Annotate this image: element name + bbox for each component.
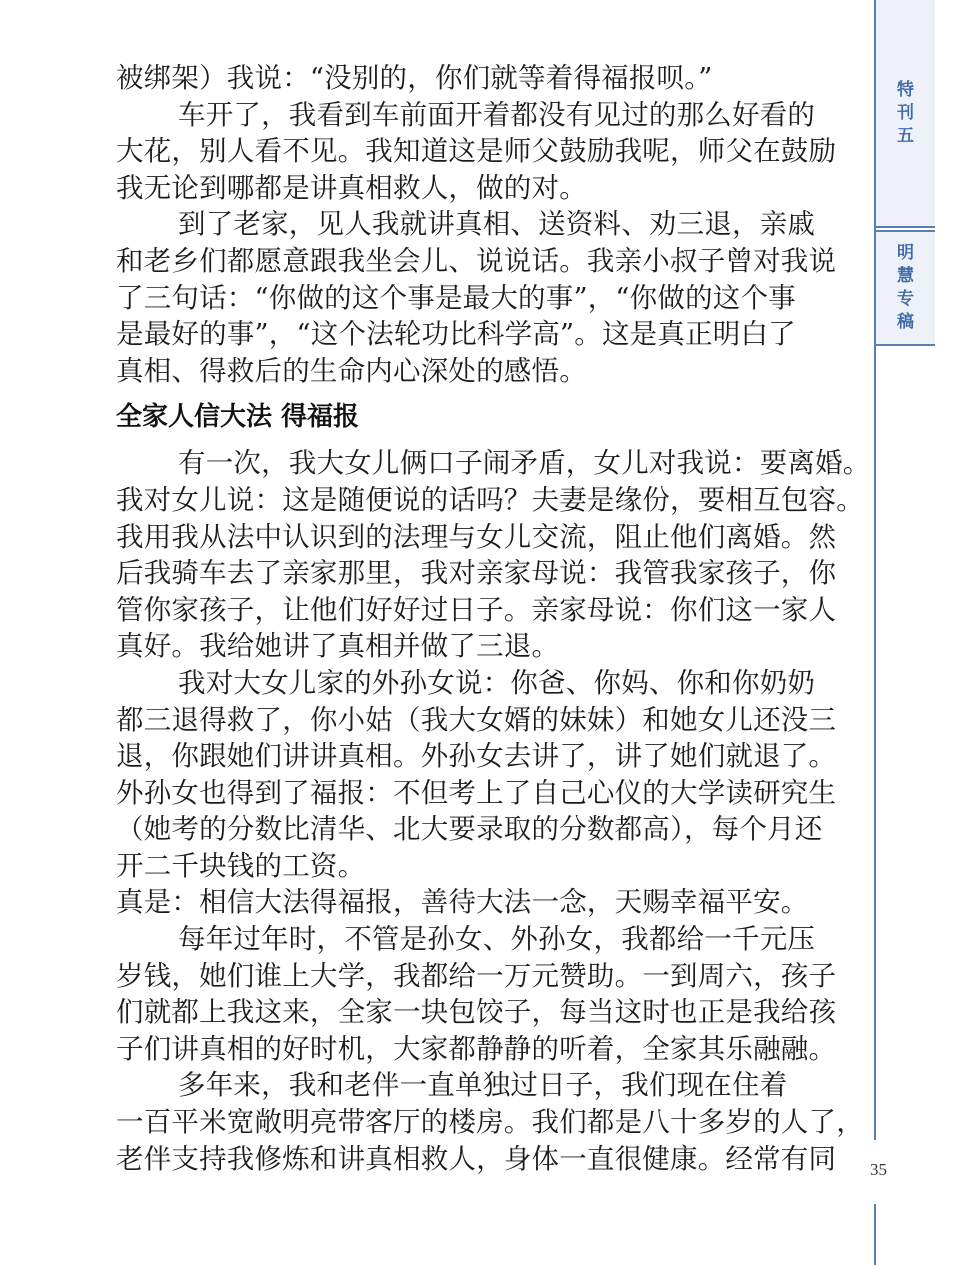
text-line: 一百平米宽敞明亮带客厅的楼房。我们都是八十多岁的人了，	[116, 1106, 864, 1139]
text-line: 我对女儿说：这是随便说的话吗？夫妻是缘份，要相互包容。	[116, 483, 864, 516]
text-line: 我无论到哪都是讲真相救人，做的对。	[116, 171, 587, 204]
text-line: 大花，别人看不见。我知道这是师父鼓励我呢，师父在鼓励	[116, 135, 837, 168]
text-line: 和老乡们都愿意跟我坐会儿、说说话。我亲小叔子曾对我说	[116, 244, 837, 277]
text-line: 我对大女儿家的外孙女说：你爸、你妈、你和你奶奶	[178, 666, 816, 699]
side-tab-char: 刊	[897, 102, 914, 123]
text-line: 多年来，我和老伴一直单独过日子，我们现在住着	[178, 1069, 788, 1102]
section-intro	[116, 60, 864, 389]
text-line: 都三退得救了，你小姑（我大女婿的妹妹）和她女儿还没三	[116, 703, 837, 736]
text-line: 有一次，我大女儿俩口子闹矛盾，女儿对我说：要离婚。	[178, 447, 871, 480]
text-line: 老伴支持我修炼和讲真相救人，身体一直很健康。经常有同	[116, 1142, 837, 1175]
side-tab-char: 五	[897, 125, 914, 146]
side-tab-char: 稿	[897, 312, 914, 332]
text-line: 后我骑车去了亲家那里，我对亲家母说：我管我家孩子，你	[116, 557, 837, 590]
side-tab-char: 专	[897, 289, 914, 309]
side-tab-char: 明	[897, 243, 914, 263]
side-tab-char: 特	[897, 79, 914, 100]
text-line: 我用我从法中认识到的法理与女儿交流，阻止他们离婚。然	[116, 520, 837, 553]
tab-divider	[876, 226, 935, 228]
text-line: 真相、得救后的生命内心深处的感悟。	[116, 354, 587, 387]
text-line: 车开了，我看到车前面开着都没有见过的那么好看的	[178, 98, 816, 131]
side-tab-char: 慧	[897, 266, 914, 286]
article-body	[116, 60, 871, 1177]
text-line: 们就都上我这来，全家一块包饺子，每当这时也正是我给孩	[116, 996, 837, 1029]
page-number: 35	[870, 1160, 887, 1179]
text-line: 被绑架）我说：“没别的，你们就等着得福报呗。”	[116, 62, 713, 94]
side-tab-minghui-column	[876, 232, 935, 344]
section-heading: 全家人信大法 得福报	[116, 402, 360, 433]
side-rule-bottom	[874, 1204, 876, 1265]
text-line: 到了老家，见人我就讲真相、送资料、劝三退，亲戚	[178, 208, 816, 241]
text-line: 是最好的事”，“这个法轮功比科学高”。这是真正明白了	[116, 318, 796, 351]
text-line: 退，你跟她们讲讲真相。外孙女去讲了，讲了她们就退了。	[116, 740, 837, 773]
text-line: 开二千块钱的工资。	[116, 849, 366, 882]
text-line: 了三句话：“你做的这个事是最大的事”，“你做的这个事	[116, 281, 796, 314]
text-line: 真是：相信大法得福报，善待大法一念，天赐幸福平安。	[116, 886, 809, 919]
text-line: 岁钱，她们谁上大学，我都给一万元赞助。一到周六，孩子	[116, 959, 837, 992]
side-tab-special-issue	[876, 0, 935, 226]
text-line: （她考的分数比清华、北大要录取的分数都高），每个月还	[116, 813, 823, 846]
tab-divider	[876, 344, 935, 346]
text-line: 真好。我给她讲了真相并做了三退。	[116, 630, 560, 663]
text-line: 每年过年时，不管是孙女、外孙女，我都给一千元压	[178, 923, 816, 956]
section-family	[116, 445, 871, 1177]
text-line: 外孙女也得到了福报：不但考上了自己心仪的大学读研究生	[116, 776, 837, 809]
text-line: 管你家孩子，让他们好好过日子。亲家母说：你们这一家人	[116, 593, 837, 626]
text-line: 子们讲真相的好时机，大家都静静的听着，全家其乐融融。	[116, 1032, 837, 1065]
